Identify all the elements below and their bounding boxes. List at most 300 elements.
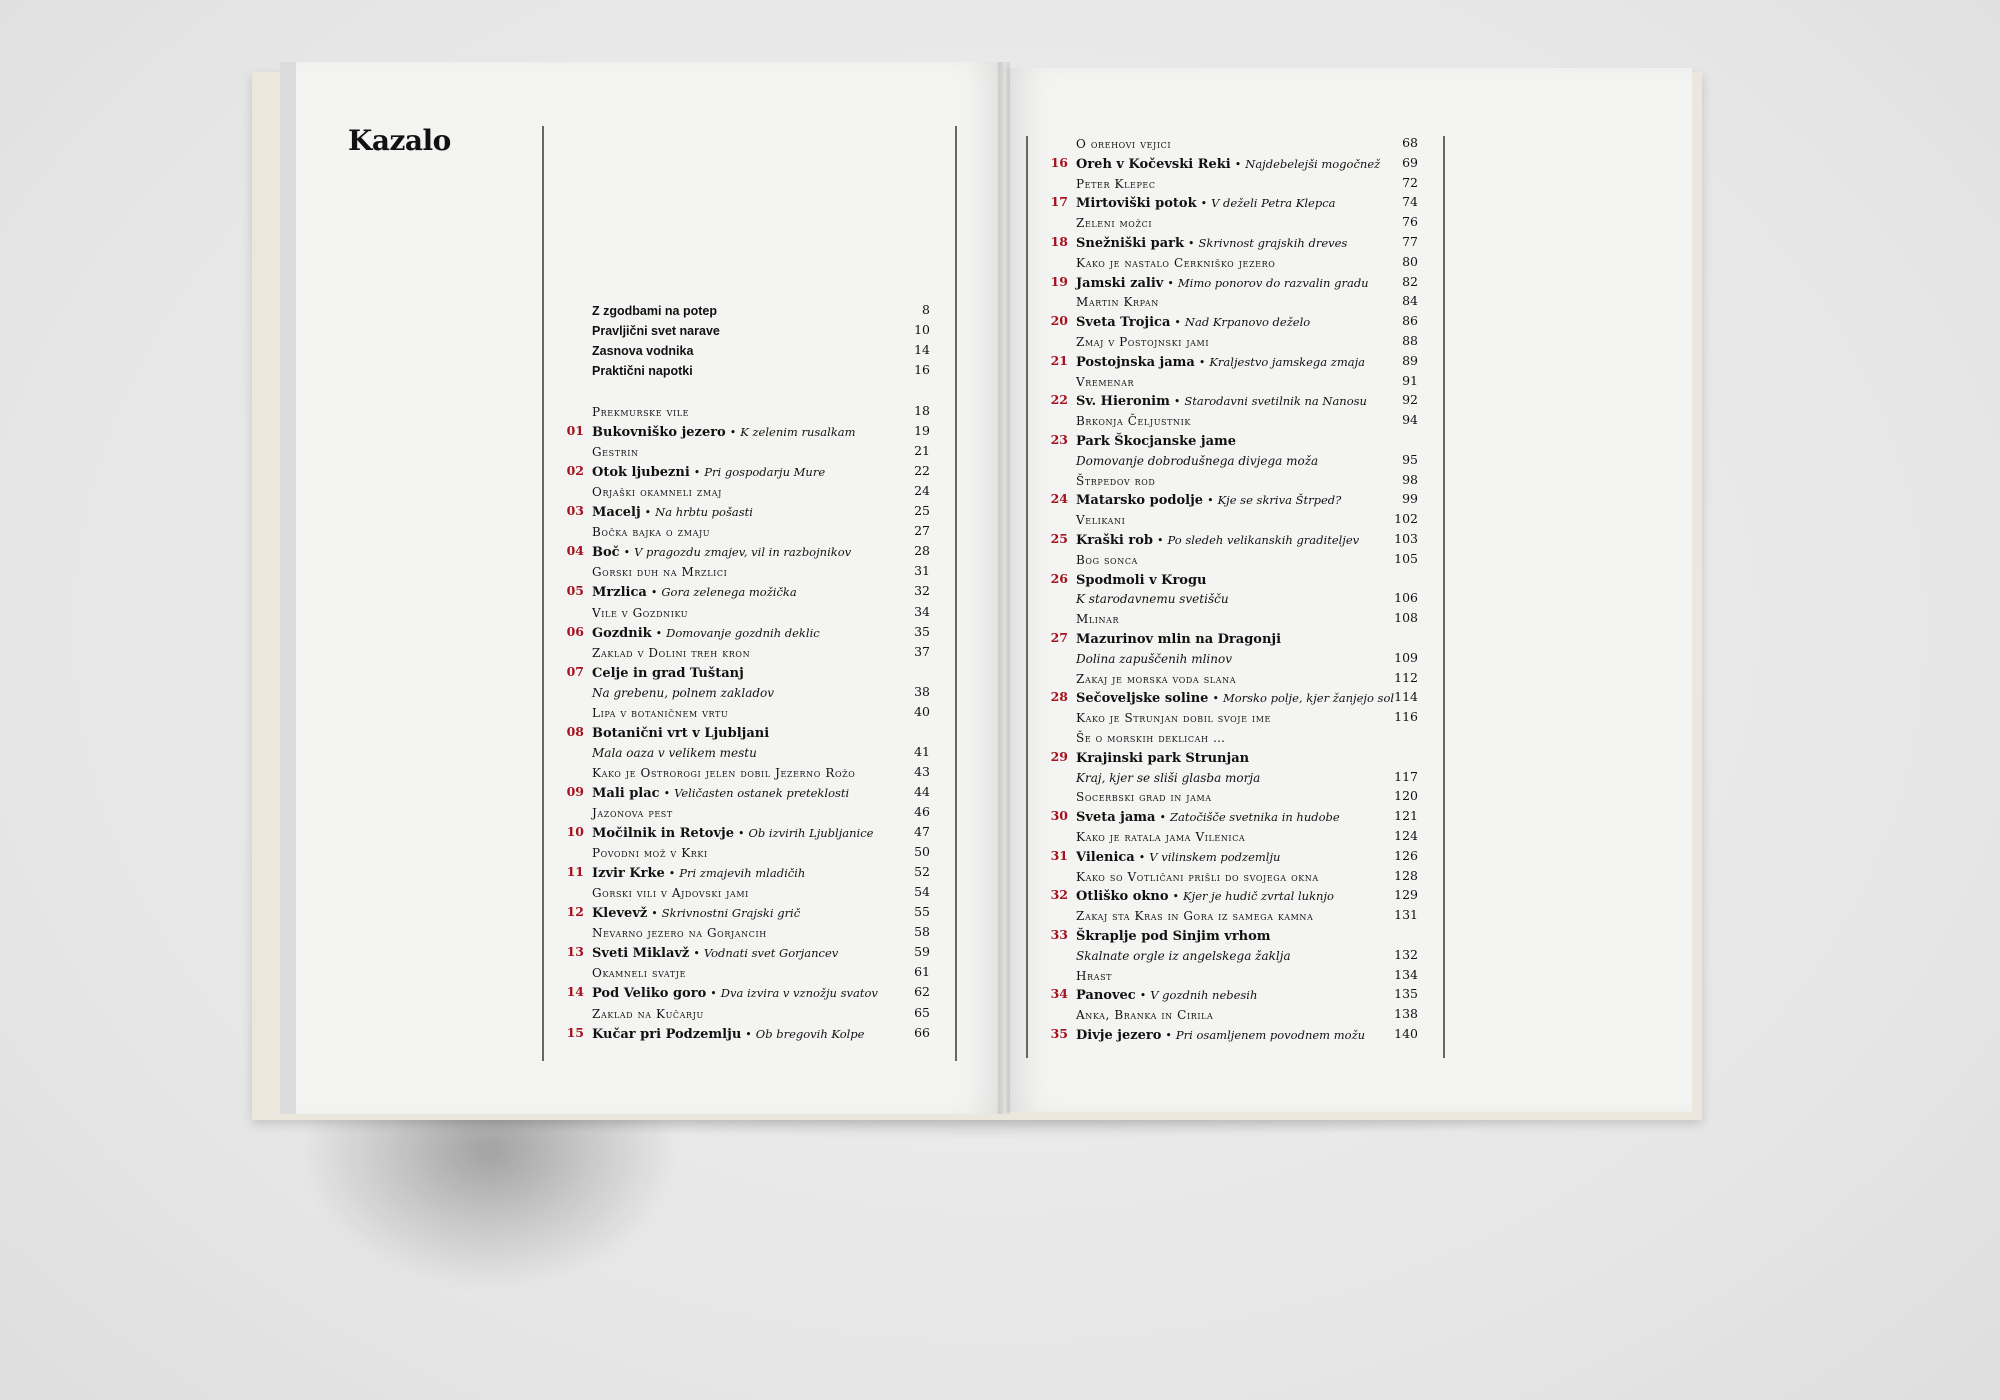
- entry-title: Gozdnik: [592, 625, 652, 641]
- entry-title: Sečoveljske soline: [1076, 691, 1209, 707]
- page-number: 124: [1394, 828, 1418, 843]
- chapter-number: 07: [566, 663, 584, 679]
- entry-subtitle: Dva izvira v vznožju svatov: [720, 986, 878, 1001]
- entry-title: Matarsko podolje: [1076, 493, 1204, 509]
- toc-entry: [592, 842, 708, 863]
- entry-title: Pravljični svet narave: [592, 324, 720, 338]
- bullet-separator: •: [1167, 276, 1174, 290]
- toc-row: [1032, 608, 1478, 628]
- toc-row: [548, 441, 990, 461]
- page-number: 34: [914, 603, 930, 619]
- left-page-rule-left: [542, 126, 544, 1061]
- toc-entry: [592, 722, 769, 744]
- toc-entry: [1076, 925, 1271, 947]
- toc-entry: [1076, 806, 1340, 828]
- toc-entry: [1076, 232, 1347, 254]
- entry-subtitle: Domovanje gozdnih deklic: [666, 625, 820, 640]
- book-cast-shadow: [300, 1090, 680, 1290]
- toc-entry: [592, 401, 689, 422]
- bullet-separator: •: [693, 947, 700, 961]
- toc-entry: [1076, 1004, 1213, 1025]
- toc-row: [548, 902, 990, 922]
- toc-row: [1032, 410, 1478, 430]
- toc-row: [548, 922, 990, 942]
- bullet-separator: •: [1212, 692, 1219, 706]
- chapter-number: 23: [1050, 432, 1068, 447]
- toc-entry: [592, 461, 825, 483]
- toc-entry: [1076, 351, 1365, 373]
- entry-title: Klevevž: [592, 906, 648, 922]
- toc-row: [548, 602, 990, 622]
- toc-row: [548, 360, 990, 380]
- chapter-number: 09: [566, 783, 584, 799]
- toc-row: [1032, 192, 1478, 212]
- toc-entry: [592, 642, 750, 663]
- chapter-number: 19: [1050, 273, 1068, 289]
- toc-entry: [592, 501, 753, 523]
- entry-title: Zakaj je morska voda slana: [1076, 671, 1237, 686]
- bullet-separator: •: [1138, 850, 1146, 864]
- entry-title: Jazonova pest: [592, 806, 673, 820]
- page-number: 37: [914, 643, 930, 659]
- entry-subtitle: Vodnati svet Gorjancev: [703, 946, 839, 961]
- toc-row: [1032, 984, 1478, 1004]
- toc-row: [1032, 489, 1478, 509]
- chapter-number: 14: [566, 984, 584, 1000]
- entry-title: Krajinski park Strunjan: [1076, 750, 1250, 766]
- toc-entry: [592, 822, 873, 844]
- entry-subtitle: Nad Krpanovo deželo: [1184, 315, 1311, 330]
- bullet-separator: •: [693, 466, 701, 480]
- book-spine: [998, 62, 1010, 1114]
- entry-title: Celje in grad Tuštanj: [592, 665, 744, 681]
- toc-row: [1032, 1004, 1478, 1024]
- entry-title: Snežniški park: [1076, 236, 1185, 251]
- page-number: 58: [914, 924, 930, 940]
- toc-entry: [1076, 965, 1112, 986]
- toc-row: [1032, 549, 1478, 569]
- entry-subtitle: Starodavni svetilnik na Nanosu: [1184, 394, 1367, 409]
- toc-row: [1032, 668, 1478, 688]
- toc-entry: [1076, 410, 1191, 431]
- page-number: 10: [914, 322, 930, 337]
- entry-subtitle: Domovanje dobrodušnega divjega moža: [1076, 453, 1319, 468]
- entry-title: Kako je nastalo Cerkniško jezero: [1076, 255, 1276, 270]
- entry-subtitle: Skrivnost grajskih dreves: [1198, 236, 1348, 250]
- toc-entry: [592, 481, 722, 502]
- entry-title: Kako je Strunjan dobil svoje ime: [1076, 711, 1271, 726]
- page-number: 21: [914, 443, 930, 459]
- page-number: 8: [922, 302, 930, 317]
- page-number: 40: [914, 703, 930, 719]
- toc-entry: [592, 662, 744, 684]
- entry-title: Škraplje pod Sinjim vrhom: [1076, 929, 1271, 944]
- entry-title: Jamski zaliv: [1076, 275, 1164, 291]
- chapter-number: 17: [1050, 194, 1068, 210]
- chapter-number: 28: [1050, 689, 1068, 705]
- toc-entry: [1076, 390, 1367, 412]
- toc-row: [548, 862, 990, 882]
- page-number: 61: [914, 964, 930, 980]
- bullet-separator: •: [745, 1027, 752, 1041]
- bullet-separator: •: [623, 546, 631, 560]
- chapter-number: 25: [1050, 531, 1068, 546]
- page-number: 47: [914, 824, 930, 840]
- toc-entry: [592, 882, 749, 903]
- toc-row: [1032, 1024, 1478, 1044]
- entry-title: Prekmurske vile: [592, 405, 690, 419]
- entry-title: Gestrin: [592, 445, 639, 460]
- toc-row: [548, 622, 990, 642]
- bullet-separator: •: [1198, 355, 1206, 369]
- chapter-number: 16: [1050, 154, 1068, 170]
- page-number: 43: [914, 763, 930, 779]
- page-number: 138: [1394, 1006, 1418, 1022]
- page-number: 50: [914, 844, 930, 860]
- toc-row: [1032, 232, 1478, 252]
- right-page-rule-left: [1026, 136, 1028, 1058]
- toc-entry: [1076, 153, 1380, 175]
- toc-row: [548, 401, 990, 421]
- toc-entry: [1076, 272, 1369, 294]
- page-number: 24: [914, 483, 930, 499]
- chapter-number: 18: [1050, 234, 1068, 249]
- bullet-separator: •: [1207, 494, 1214, 508]
- entry-title: Oreh v Kočevski Reki: [1076, 156, 1231, 172]
- toc-entry: [1076, 509, 1125, 530]
- toc-row: [548, 300, 990, 320]
- page-number: 94: [1402, 412, 1418, 428]
- toc-row: [1032, 727, 1478, 747]
- toc-entry: [1076, 1024, 1365, 1046]
- page-number: 102: [1394, 511, 1418, 527]
- entry-subtitle: Zatočišče svetnika in hudobe: [1169, 810, 1340, 825]
- toc-row: [548, 702, 990, 722]
- toc-entry: [1076, 212, 1152, 233]
- entry-title: Nevarno jezero na Gorjancih: [592, 926, 767, 941]
- toc-row: [1032, 687, 1478, 707]
- toc-row: [548, 742, 990, 762]
- toc-row: [1032, 747, 1478, 767]
- toc-entry: [592, 922, 767, 943]
- page-number: 129: [1394, 887, 1418, 903]
- entry-title: Vremenar: [1076, 374, 1135, 389]
- bullet-separator: •: [1165, 1029, 1172, 1042]
- toc-entry: [592, 340, 693, 361]
- bullet-separator: •: [1173, 395, 1181, 409]
- toc-entry: [592, 360, 693, 381]
- toc-entry: [1076, 984, 1257, 1006]
- entry-title: Martin Krpan: [1076, 295, 1159, 310]
- page-number: 69: [1402, 154, 1418, 170]
- chapter-number: 29: [1050, 748, 1068, 764]
- page-number: 112: [1394, 669, 1418, 685]
- toc-row: [548, 561, 990, 581]
- toc-row: [1032, 806, 1478, 826]
- toc-entry: [1076, 450, 1318, 471]
- toc-entry: [592, 982, 878, 1004]
- toc-entry: [592, 902, 800, 924]
- toc-row: [548, 982, 990, 1002]
- toc-row: [1032, 371, 1478, 391]
- toc-row: [548, 461, 990, 481]
- entry-subtitle: V gozdnih nebesih: [1150, 988, 1258, 1003]
- page-number: 14: [914, 342, 930, 357]
- toc-row: [1032, 133, 1478, 153]
- bullet-separator: •: [651, 907, 658, 921]
- left-page-edge: [280, 62, 296, 1114]
- toc-entry: [1076, 588, 1229, 609]
- toc-row: [548, 722, 990, 742]
- bullet-separator: •: [644, 506, 652, 520]
- toc-row: [1032, 945, 1478, 965]
- page-number: 106: [1394, 590, 1418, 606]
- toc-entry: [1076, 687, 1394, 709]
- toc-entry: [1076, 866, 1319, 887]
- toc-row: [1032, 628, 1478, 648]
- entry-subtitle: Kraj, kjer se sliši glasba morja: [1076, 770, 1261, 785]
- toc-entry: [592, 581, 797, 603]
- entry-subtitle: Veličasten ostanek preteklosti: [674, 785, 850, 800]
- toc-row: [1032, 430, 1478, 450]
- toc-entry: [1076, 945, 1291, 966]
- toc-entry: [592, 561, 727, 582]
- chapter-number: 27: [1050, 630, 1068, 645]
- toc-row: [548, 541, 990, 561]
- toc-entry: [1076, 767, 1260, 788]
- bullet-separator: •: [655, 626, 663, 640]
- page-number: 28: [914, 543, 930, 559]
- page-title: Kazalo: [348, 124, 451, 157]
- entry-title: Otok ljubezni: [592, 465, 690, 481]
- chapter-number: 20: [1050, 313, 1068, 329]
- page-number: 126: [1394, 847, 1418, 863]
- entry-title: Kako so Votličani prišli do svojega okna: [1076, 869, 1319, 884]
- toc-entry: [1076, 727, 1226, 748]
- toc-entry: [1076, 470, 1155, 491]
- toc-entry: [1076, 331, 1209, 352]
- entry-title: Mrzlica: [592, 585, 647, 601]
- toc-entry: [592, 962, 686, 983]
- chapter-number: 34: [1050, 986, 1068, 1002]
- toc-row: [548, 642, 990, 662]
- entry-subtitle: Kje se skriva Štrped?: [1217, 493, 1342, 508]
- entry-title: Pod Veliko goro: [592, 986, 707, 1002]
- page-number: 91: [1402, 372, 1418, 388]
- toc-row: [1032, 470, 1478, 490]
- entry-subtitle: Ob bregovih Kolpe: [755, 1026, 865, 1041]
- chapter-number: 32: [1050, 887, 1068, 903]
- toc-row: [1032, 272, 1478, 292]
- entry-title: Hrast: [1076, 968, 1113, 983]
- toc-entry: [1076, 133, 1171, 154]
- toc-entry: [1076, 371, 1134, 392]
- toc-entry: [592, 762, 855, 783]
- page-number: 22: [914, 463, 930, 479]
- entry-title: Zasnova vodnika: [592, 344, 694, 358]
- bullet-separator: •: [729, 426, 737, 440]
- toc-row: [548, 521, 990, 541]
- chapter-number: 12: [566, 904, 584, 920]
- entry-title: Gorski vili v Ajdovski jami: [592, 886, 749, 901]
- entry-title: Mali plac: [592, 785, 660, 801]
- entry-subtitle: Ob izvirih Ljubljanice: [748, 826, 874, 841]
- toc-entry: [1076, 608, 1119, 629]
- page-number: 66: [914, 1024, 930, 1040]
- page-number: 77: [1402, 234, 1418, 249]
- toc-entry: [1076, 668, 1236, 689]
- chapter-number: 13: [566, 944, 584, 960]
- page-number: 82: [1402, 273, 1418, 289]
- entry-title: Brkonja Čeljustnik: [1076, 414, 1191, 429]
- toc-entry: [592, 702, 728, 723]
- entry-subtitle: Kjer je hudič zvrtal luknjo: [1183, 889, 1334, 904]
- entry-subtitle: Mala oaza v velikem mestu: [592, 745, 757, 760]
- toc-entry: [592, 320, 720, 341]
- page-number: 62: [914, 984, 930, 1000]
- entry-title: Praktični napotki: [592, 364, 693, 378]
- entry-title: Zmaj v Postojnski jami: [1076, 335, 1210, 349]
- entry-subtitle: V vilinskem podzemlju: [1149, 849, 1281, 864]
- chapter-number: 08: [566, 723, 584, 739]
- page-number: 16: [914, 362, 930, 377]
- page-number: 35: [914, 623, 930, 639]
- bullet-separator: •: [1159, 811, 1166, 825]
- bullet-separator: •: [1172, 890, 1180, 904]
- toc-entry: [1076, 826, 1245, 847]
- bullet-separator: •: [1156, 534, 1164, 547]
- entry-title: Zakaj sta Kras in Gora iz samega kamna: [1076, 909, 1314, 924]
- entry-title: Vilenica: [1076, 849, 1135, 865]
- toc-entry: [1076, 747, 1249, 769]
- entry-title: Sveta Trojica: [1076, 315, 1171, 331]
- entry-title: Vile v Gozdniku: [592, 605, 689, 620]
- toc-row: [548, 842, 990, 862]
- chapter-number: 31: [1050, 847, 1068, 863]
- toc-row: [548, 782, 990, 802]
- page-number: 103: [1394, 531, 1418, 546]
- chapter-number: 21: [1050, 352, 1068, 368]
- toc-entry: [592, 300, 717, 321]
- entry-title: Orjaški okamneli zmaj: [592, 485, 722, 500]
- page-number: 68: [1402, 135, 1418, 150]
- entry-title: Bog sonca: [1076, 552, 1138, 567]
- toc-row: [1032, 212, 1478, 232]
- toc-row: [548, 822, 990, 842]
- toc-row: [548, 581, 990, 601]
- page-number: 19: [914, 423, 930, 439]
- toc-entry: [1076, 489, 1341, 511]
- page-number: 134: [1394, 966, 1418, 982]
- entry-title: Močilnik in Retovje: [592, 826, 734, 842]
- entry-title: Peter Klepec: [1076, 176, 1156, 191]
- page-number: 88: [1402, 333, 1418, 348]
- entry-title: Kako je ratala jama Vilenica: [1076, 830, 1246, 844]
- chapter-number: 05: [566, 583, 584, 599]
- page-number: 27: [914, 523, 930, 539]
- entry-title: Macelj: [592, 505, 641, 521]
- entry-subtitle: Skrivnostni Grajski grič: [661, 906, 801, 921]
- chapter-number: 22: [1050, 392, 1068, 408]
- toc-entry: [592, 682, 774, 703]
- page-number: 135: [1394, 986, 1418, 1002]
- toc-row: [1032, 153, 1478, 173]
- bullet-separator: •: [1188, 237, 1195, 250]
- page-number: 38: [914, 683, 930, 699]
- toc-entry: [592, 802, 673, 823]
- toc-row: [1032, 311, 1478, 331]
- page-number: 140: [1394, 1026, 1418, 1041]
- toc-row: [548, 682, 990, 702]
- entry-title: Zeleni možci: [1076, 216, 1153, 231]
- toc-entry: [1076, 707, 1271, 728]
- entry-title: Kraški rob: [1076, 533, 1153, 548]
- bullet-separator: •: [1174, 316, 1181, 330]
- toc-row: [1032, 767, 1478, 787]
- page-number: 72: [1402, 174, 1418, 190]
- page-number: 18: [914, 403, 930, 418]
- entry-title: Postojnska jama: [1076, 354, 1195, 370]
- toc-entry: [592, 862, 805, 884]
- entry-title: Bukovniško jezero: [592, 425, 726, 441]
- page-number: 95: [1402, 451, 1418, 467]
- toc-row: [1032, 173, 1478, 193]
- entry-title: Gorski duh na Mrzlici: [592, 565, 728, 580]
- page-number: 65: [914, 1004, 930, 1020]
- page-number: 109: [1394, 649, 1418, 665]
- entry-title: O orehovi vejici: [1076, 137, 1172, 151]
- toc-entry: [1076, 549, 1138, 570]
- toc-row: [548, 501, 990, 521]
- toc-entry: [1076, 569, 1207, 591]
- chapter-number: 01: [566, 423, 584, 439]
- entry-subtitle: K starodavnemu svetišču: [1076, 592, 1229, 607]
- page-number: 59: [914, 944, 930, 960]
- toc-row: [1032, 826, 1478, 846]
- page-number: 132: [1394, 946, 1418, 962]
- entry-title: Kako je Ostrorogi jelen dobil Jezerno Rožo: [592, 765, 856, 780]
- toc-row: [548, 340, 990, 360]
- page-number: 131: [1394, 907, 1418, 923]
- page-number: 116: [1394, 709, 1418, 725]
- toc-row: [1032, 291, 1478, 311]
- entry-title: Kučar pri Podzemlju: [592, 1026, 742, 1042]
- toc-entry: [1076, 173, 1156, 194]
- toc-row: [548, 882, 990, 902]
- entry-title: Sveti Miklavž: [592, 946, 690, 962]
- toc-row: [1032, 252, 1478, 272]
- page-number: 121: [1394, 808, 1418, 824]
- chapter-number: 15: [566, 1024, 584, 1040]
- entry-subtitle: Na hrbtu pošasti: [655, 505, 753, 520]
- page-number: 80: [1402, 253, 1418, 269]
- toc-entry: [592, 602, 688, 623]
- entry-title: Zaklad v Dolini treh kron: [592, 645, 751, 660]
- toc-row: [548, 1023, 990, 1043]
- chapter-number: 11: [566, 864, 584, 880]
- toc-entry: [1076, 430, 1236, 452]
- toc-entry: [592, 441, 639, 462]
- entry-title: Bočka bajka o zmaju: [592, 525, 711, 540]
- bullet-separator: •: [737, 827, 745, 841]
- bullet-separator: •: [1139, 989, 1147, 1003]
- page-number: 120: [1394, 788, 1418, 804]
- entry-subtitle: Kraljestvo jamskega zmaja: [1209, 354, 1366, 369]
- page-number: 114: [1394, 689, 1418, 705]
- toc-entry: [1076, 905, 1313, 926]
- entry-title: Mlinar: [1076, 612, 1120, 627]
- toc-entry: [592, 1023, 864, 1045]
